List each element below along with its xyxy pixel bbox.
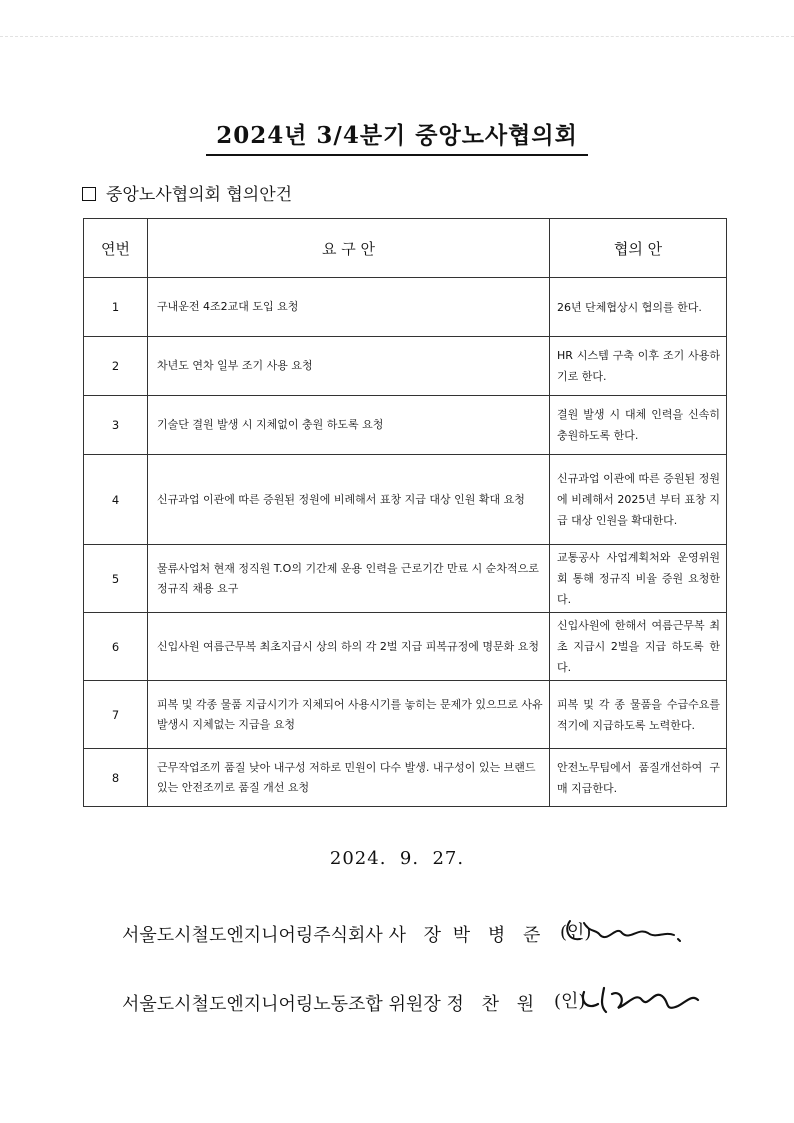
document-title-text: 2024년 3/4분기 중앙노사협의회 bbox=[206, 119, 588, 156]
table-header-row bbox=[84, 219, 727, 278]
table-row bbox=[84, 455, 727, 545]
scan-edge-line bbox=[0, 36, 794, 37]
union-seal-mark: (인) bbox=[553, 991, 586, 1012]
table-row bbox=[84, 278, 727, 337]
union-signature bbox=[554, 982, 704, 1028]
section-heading-text: 중앙노사협의회 협의안건 bbox=[106, 185, 293, 205]
table-row bbox=[84, 545, 727, 613]
company-signature-drawing bbox=[560, 913, 688, 947]
company-representative-name: 박 병 준 bbox=[452, 925, 547, 946]
row-resolution: 신규과업 이관에 따른 증원된 정원에 비례해서 2025년 부터 표창 지급 대상 인원을 확대한다. bbox=[550, 455, 727, 545]
row-request: 구내운전 4조2교대 도입 요청 bbox=[148, 278, 550, 337]
union-signature-stroke bbox=[583, 988, 698, 1012]
union-position: 위원장 bbox=[388, 994, 441, 1015]
signature-line-company bbox=[122, 913, 688, 947]
row-number: 8 bbox=[84, 749, 148, 807]
checkbox-icon bbox=[82, 187, 96, 201]
row-resolution: HR 시스템 구축 이후 조기 사용하기로 한다. bbox=[550, 337, 727, 396]
table-row bbox=[84, 337, 727, 396]
header-number: 연번 bbox=[84, 219, 148, 278]
row-resolution: 26년 단체협상시 협의를 한다. bbox=[550, 278, 727, 337]
union-representative-name: 정 찬 원 bbox=[446, 994, 541, 1015]
row-request: 차년도 연차 일부 조기 사용 요청 bbox=[148, 337, 550, 396]
document-date: 2024. 9. 27. bbox=[329, 848, 465, 869]
row-resolution: 안전노무팀에서 품질개선하여 구매 지급한다. bbox=[550, 749, 727, 807]
header-request: 요 구 안 bbox=[148, 219, 550, 278]
table-row bbox=[84, 613, 727, 681]
table-row bbox=[84, 396, 727, 455]
company-position: 사 장 bbox=[388, 925, 448, 946]
row-number: 5 bbox=[84, 545, 148, 613]
row-request: 기술단 결원 발생 시 지체없이 충원 하도록 요청 bbox=[148, 396, 550, 455]
company-name: 서울도시철도엔지니어링주식회사 bbox=[122, 925, 383, 946]
signature-line-union bbox=[122, 982, 704, 1016]
row-resolution: 결원 발생 시 대체 인력을 신속히 충원하도록 한다. bbox=[550, 396, 727, 455]
row-request: 신입사원 여름근무복 최초지급시 상의 하의 각 2벌 지급 피복규정에 명문화 요청 bbox=[148, 613, 550, 681]
union-name: 서울도시철도엔지니어링노동조합 bbox=[122, 994, 383, 1015]
agenda-table bbox=[83, 218, 727, 807]
row-request: 피복 및 각종 물품 지급시기가 지체되어 사용시기를 놓히는 문제가 있으므로 사유발생시 지체없는 지급을 요청 bbox=[148, 681, 550, 749]
union-signature-drawing bbox=[554, 982, 704, 1016]
row-resolution: 피복 및 각 종 물품을 수급수요를 적기에 지급하도록 노력한다. bbox=[550, 681, 727, 749]
row-number: 4 bbox=[84, 455, 148, 545]
table-row bbox=[84, 681, 727, 749]
company-seal-mark: (인) bbox=[560, 922, 592, 943]
section-heading bbox=[82, 183, 292, 207]
document-title bbox=[0, 119, 794, 156]
row-request: 신규과업 이관에 따른 증원된 정원에 비례해서 표창 지급 대상 인원 확대 요청 bbox=[148, 455, 550, 545]
row-resolution: 신입사원에 한해서 여름근무복 최초 지급시 2벌을 지급 하도록 한다. bbox=[550, 613, 727, 681]
row-number: 6 bbox=[84, 613, 148, 681]
row-request: 근무작업조끼 품질 낮아 내구성 저하로 민원이 다수 발생. 내구성이 있는 브랜드 있는 안전조끼로 품질 개선 요청 bbox=[148, 749, 550, 807]
row-request: 물류사업처 현재 정직원 T.O의 기간제 운용 인력을 근로기간 만료 시 순차적으로 정규직 채용 요구 bbox=[148, 545, 550, 613]
row-number: 2 bbox=[84, 337, 148, 396]
company-signature bbox=[560, 913, 688, 959]
header-resolution: 협의 안 bbox=[550, 219, 727, 278]
row-number: 1 bbox=[84, 278, 148, 337]
row-number: 3 bbox=[84, 396, 148, 455]
row-resolution: 교통공사 사업계획처와 운영위원회 통해 정규직 비율 증원 요청한다. bbox=[550, 545, 727, 613]
table-row bbox=[84, 749, 727, 807]
row-number: 7 bbox=[84, 681, 148, 749]
